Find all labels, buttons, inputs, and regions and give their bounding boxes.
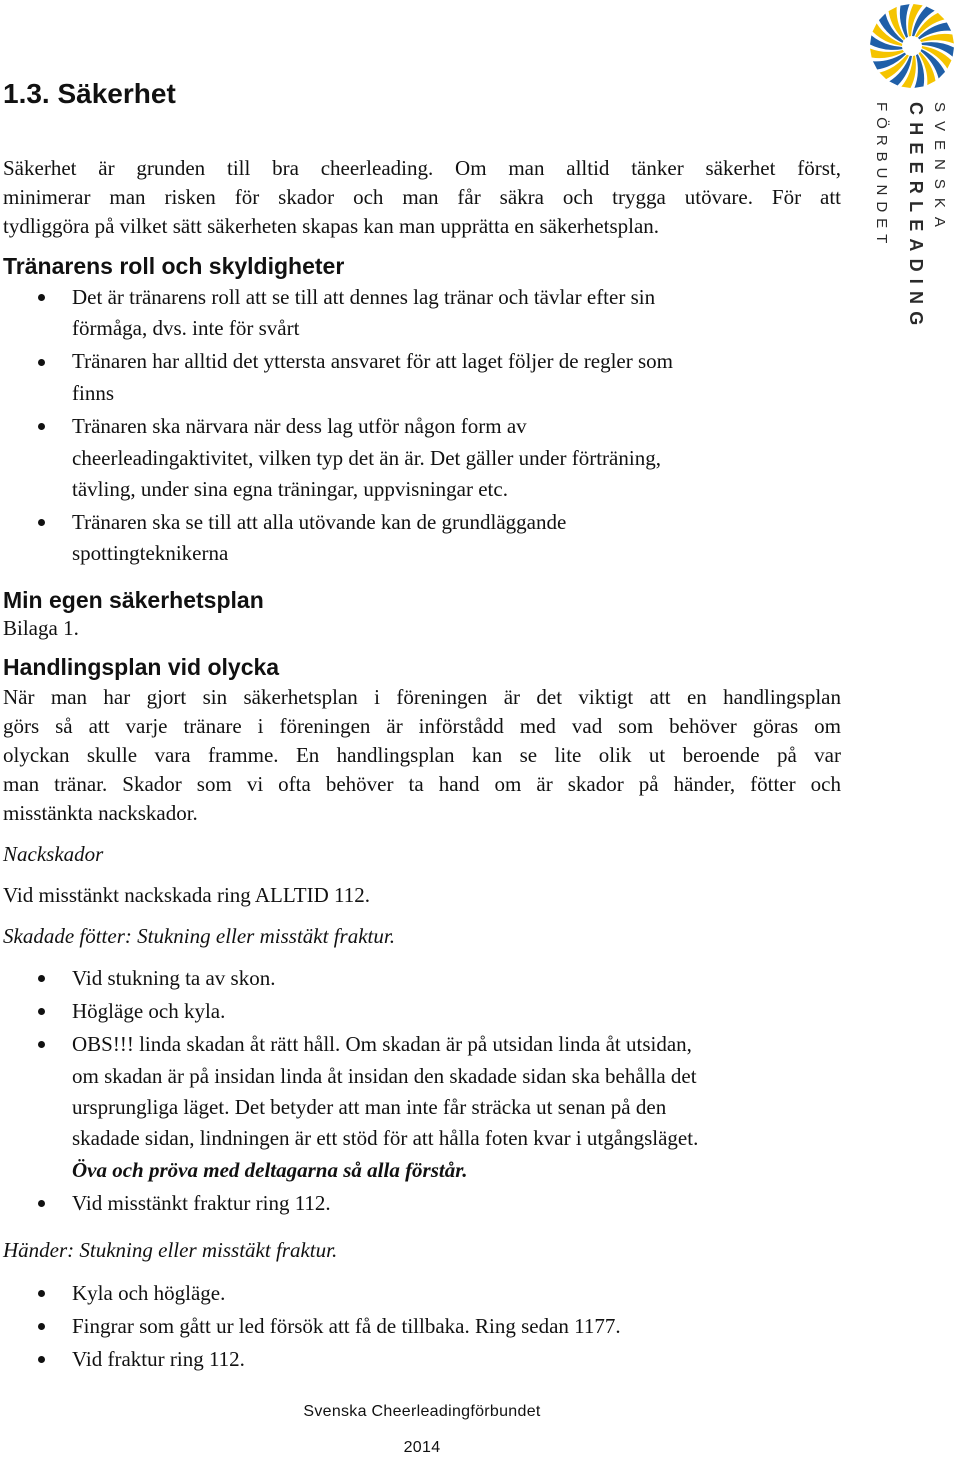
feet-bullet-3-line-1: OBS!!! linda skadan åt rätt håll. Om skadan är på utsidan linda åt utsidan, xyxy=(72,1032,692,1056)
action-line-1: När man har gjort sin säkerhetsplan i föreningen är det viktigt att en handlingsplan xyxy=(3,685,841,709)
coach-bullet-2-line-1: Tränaren har alltid det yttersta ansvaret för att laget följer de regler som xyxy=(72,349,673,373)
bullet-icon xyxy=(38,1041,45,1048)
feet-bullet-1: Vid stukning ta av skon. xyxy=(72,966,276,990)
action-line-5: misstänkta nackskador. xyxy=(3,801,198,825)
bullet-icon xyxy=(38,294,45,301)
feet-heading: Skadade fötter: Stukning eller misstäkt fraktur. xyxy=(3,924,395,948)
feet-bullet-3-line-4: skadade sidan, lindningen är ett stöd för att hålla foten kvar i utgångsläget. xyxy=(72,1126,699,1150)
hands-bullet-2: Fingrar som gått ur led försök att få de tillbaka. Ring sedan 1177. xyxy=(72,1314,621,1338)
bullet-icon xyxy=(38,1323,45,1330)
coach-bullet-3-line-3: tävling, under sina egna träningar, uppvisningar etc. xyxy=(72,477,508,501)
coach-bullet-4-line-2: spottingteknikerna xyxy=(72,541,229,565)
coach-bullet-3-line-1: Tränaren ska närvara när dess lag utför någon form av xyxy=(72,414,527,438)
neck-text: Vid misstänkt nackskada ring ALLTID 112. xyxy=(3,883,370,907)
bullet-icon xyxy=(38,1200,45,1207)
bullet-icon xyxy=(38,1008,45,1015)
coach-bullet-1-line-2: förmåga, dvs. inte för svårt xyxy=(72,316,300,340)
logo-line-svenska: SVENSKA xyxy=(931,102,948,236)
bullet-icon xyxy=(38,519,45,526)
section-heading-action: Handlingsplan vid olycka xyxy=(3,654,280,680)
bullet-icon xyxy=(38,1290,45,1297)
coach-bullet-3-line-2: cheerleadingaktivitet, vilken typ det än är. Det gäller under förträning, xyxy=(72,446,661,470)
coach-bullet-2-line-2: finns xyxy=(72,381,114,405)
footer-organization: Svenska Cheerleadingförbundet xyxy=(303,1403,541,1420)
feet-bullet-3-line-3: ursprungliga läget. Det betyder att man inte får sträcka ut senan på den xyxy=(72,1095,667,1119)
bullet-icon xyxy=(38,423,45,430)
intro-line-2: minimerar man risken för skador och man får säkra och trygga utövare. För att xyxy=(3,185,841,209)
feet-bullet-4: Vid misstänkt fraktur ring 112. xyxy=(72,1191,331,1215)
action-line-4: man tränar. Skador som vi ofta behöver ta hand om är skador på händer, fötter och xyxy=(3,772,841,796)
neck-heading: Nackskador xyxy=(3,842,104,866)
section-heading-plan: Min egen säkerhetsplan xyxy=(3,587,264,613)
plan-text: Bilaga 1. xyxy=(3,616,79,640)
hands-bullet-1: Kyla och högläge. xyxy=(72,1281,226,1305)
intro-line-1: Säkerhet är grunden till bra cheerleading. Om man alltid tänker säkerhet först, xyxy=(3,156,841,180)
intro-line-3: tydliggöra på vilket sätt säkerheten skapas kan man upprätta en säkerhetsplan. xyxy=(3,214,660,238)
feet-bullet-3-emphasis: Öva och pröva med deltagarna så alla förstår. xyxy=(72,1158,468,1182)
logo xyxy=(860,0,960,333)
sunburst-icon xyxy=(860,0,960,96)
action-line-3: olyckan skulle vara framme. En handlingsplan kan se lite olik ut beroende på var xyxy=(3,743,841,767)
logo-line-forbundet: FÖRBUNDET xyxy=(873,102,890,250)
bullet-icon xyxy=(38,359,45,366)
hands-heading: Händer: Stukning eller misstäkt fraktur. xyxy=(3,1238,338,1262)
coach-bullet-1-line-1: Det är tränarens roll att se till att dennes lag tränar och tävlar efter sin xyxy=(72,285,656,309)
page-title: 1.3. Säkerhet xyxy=(3,78,176,109)
bullet-icon xyxy=(38,975,45,982)
feet-bullet-3-line-2: om skadan är på insidan linda åt insidan den skadade sidan ska behålla det xyxy=(72,1064,697,1088)
section-heading-coach: Tränarens roll och skyldigheter xyxy=(3,253,345,279)
bullet-icon xyxy=(38,1356,45,1363)
feet-bullet-2: Högläge och kyla. xyxy=(72,999,226,1023)
action-line-2: görs så att varje tränare i föreningen är införstådd med vad som behöver göras om xyxy=(3,714,841,738)
hands-bullet-3: Vid fraktur ring 112. xyxy=(72,1347,245,1371)
footer-year: 2014 xyxy=(403,1439,441,1456)
coach-bullet-4-line-1: Tränaren ska se till att alla utövande kan de grundläggande xyxy=(72,510,567,534)
logo-line-cheerleading: CHEERLEADING xyxy=(906,102,926,333)
